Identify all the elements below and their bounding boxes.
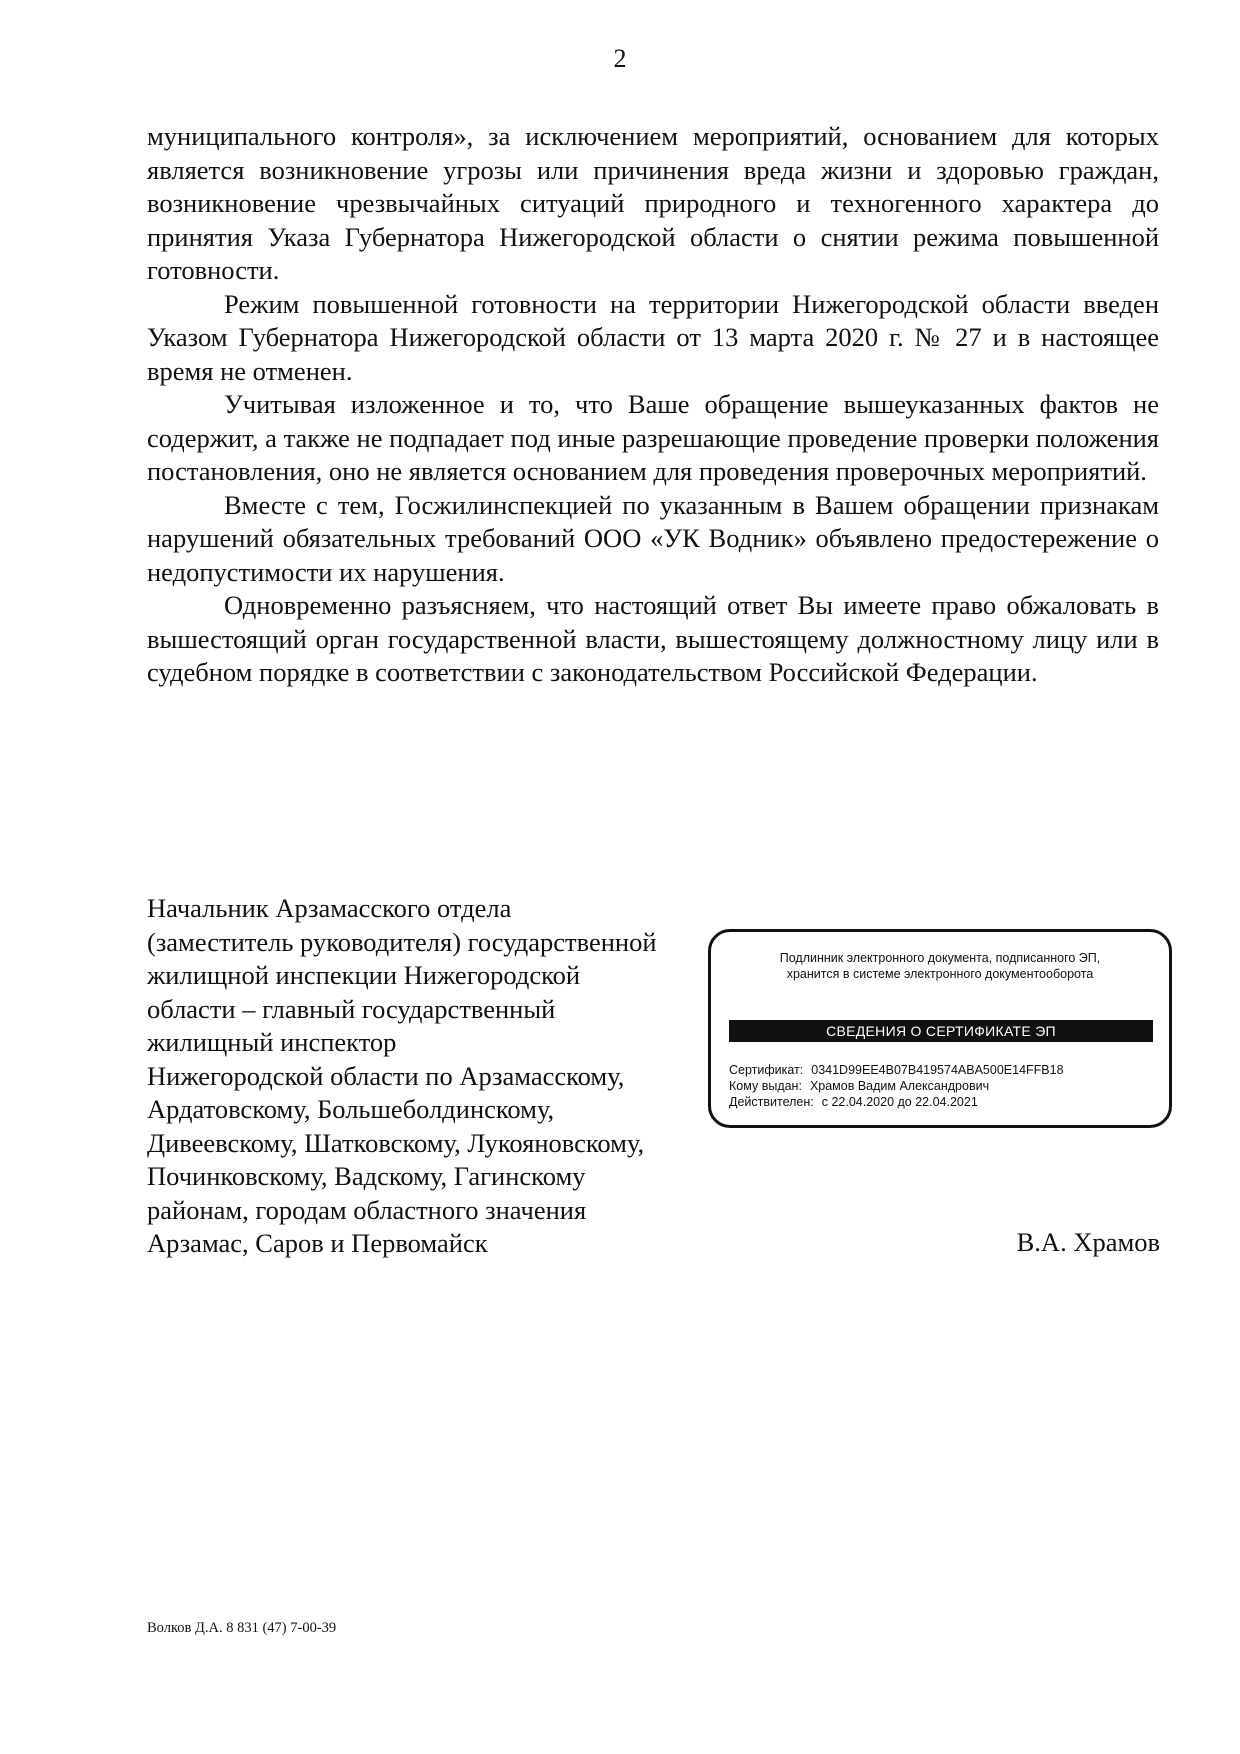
paragraph-1: муниципального контроля», за исключением мероприятий, основанием для которых является возникновение угрозы или причинения вреда жизни и здоровью граждан, возникновение чрезвычайных ситуаций природного и техногенного характера до принятия Указа Губернатора Нижегородской области о снятии режима повышенной готовности. [147, 121, 1159, 285]
certificate-row [729, 1062, 1064, 1078]
paragraph-4: Вместе с тем, Госжилинспекцией по указанным в Вашем обращении признакам нарушений обязательных требований ООО «УК Водник» объявлено предостережение о недопустимости их нарушения. [147, 489, 1159, 587]
signatory-line: Начальник Арзамасского отдела [147, 893, 512, 923]
certificate-label: Сертификат: [729, 1063, 804, 1077]
validity-label: Действителен: [729, 1095, 814, 1109]
stamp-title-bar: СВЕДЕНИЯ О СЕРТИФИКАТЕ ЭП [729, 1020, 1153, 1042]
signatory-position [147, 892, 767, 1261]
letter-body [147, 120, 1159, 690]
stamp-details [729, 1062, 1064, 1110]
signatory-line: области – главный государственный [147, 993, 556, 1024]
stamp-header [711, 950, 1169, 982]
signatory-line: жилищной инспекции Нижегородской [147, 960, 581, 990]
e-signature-stamp [708, 929, 1172, 1128]
certificate-value: 0341D99EE4B07B419574ABA500E14FFB18 [811, 1063, 1064, 1077]
signatory-line: Починковскому, Вадскому, Гагинскому [147, 1161, 586, 1191]
signatory-line: районам, городам областного значения [147, 1194, 587, 1225]
signatory-line: жилищный инспектор [147, 1027, 397, 1057]
stamp-header-line: Подлинник электронного документа, подписанного ЭП, [779, 951, 1101, 965]
signatory-line: Ардатовскому, Большеболдинскому, [147, 1094, 555, 1124]
paragraph-2: Режим повышенной готовности на территории Нижегородской области введен Указом Губернатора Нижегородской области от 13 марта 2020 г. № 27 и в настоящее время не отменен. [147, 288, 1159, 386]
signatory-line: Дивеевскому, Шатковскому, Лукояновскому, [147, 1127, 645, 1158]
signer-name: В.А. Храмов [1016, 1227, 1160, 1257]
stamp-header-line: хранится в системе электронного документооборота [786, 967, 1094, 981]
validity-value: с 22.04.2020 до 22.04.2021 [821, 1095, 978, 1109]
signatory-line: (заместитель руководителя) государственной [147, 926, 657, 957]
signatory-line: Арзамас, Саров и Первомайск [147, 1228, 488, 1258]
signatory-line: Нижегородской области по Арзамасскому, [147, 1060, 625, 1091]
page-number: 2 [613, 44, 627, 73]
executor-contact: Волков Д.А. 8 831 (47) 7-00-39 [147, 1620, 337, 1636]
validity-row [729, 1094, 1064, 1110]
issued-to-value: Храмов Вадим Александрович [809, 1079, 990, 1093]
issued-to-label: Кому выдан: [729, 1079, 802, 1093]
issued-to-row [729, 1078, 1064, 1094]
paragraph-3: Учитывая изложенное и то, что Ваше обращение вышеуказанных фактов не содержит, а также не подпадает под иные разрешающие проведение проверки положения постановления, оно не является основанием для проведения проверочных мероприятий. [147, 389, 1159, 486]
paragraph-5: Одновременно разъясняем, что настоящий ответ Вы имеете право обжаловать в вышестоящий орган государственной власти, вышестоящему должностному лицу или в судебном порядке в соответствии с законодательством Российской Федерации. [147, 590, 1159, 687]
